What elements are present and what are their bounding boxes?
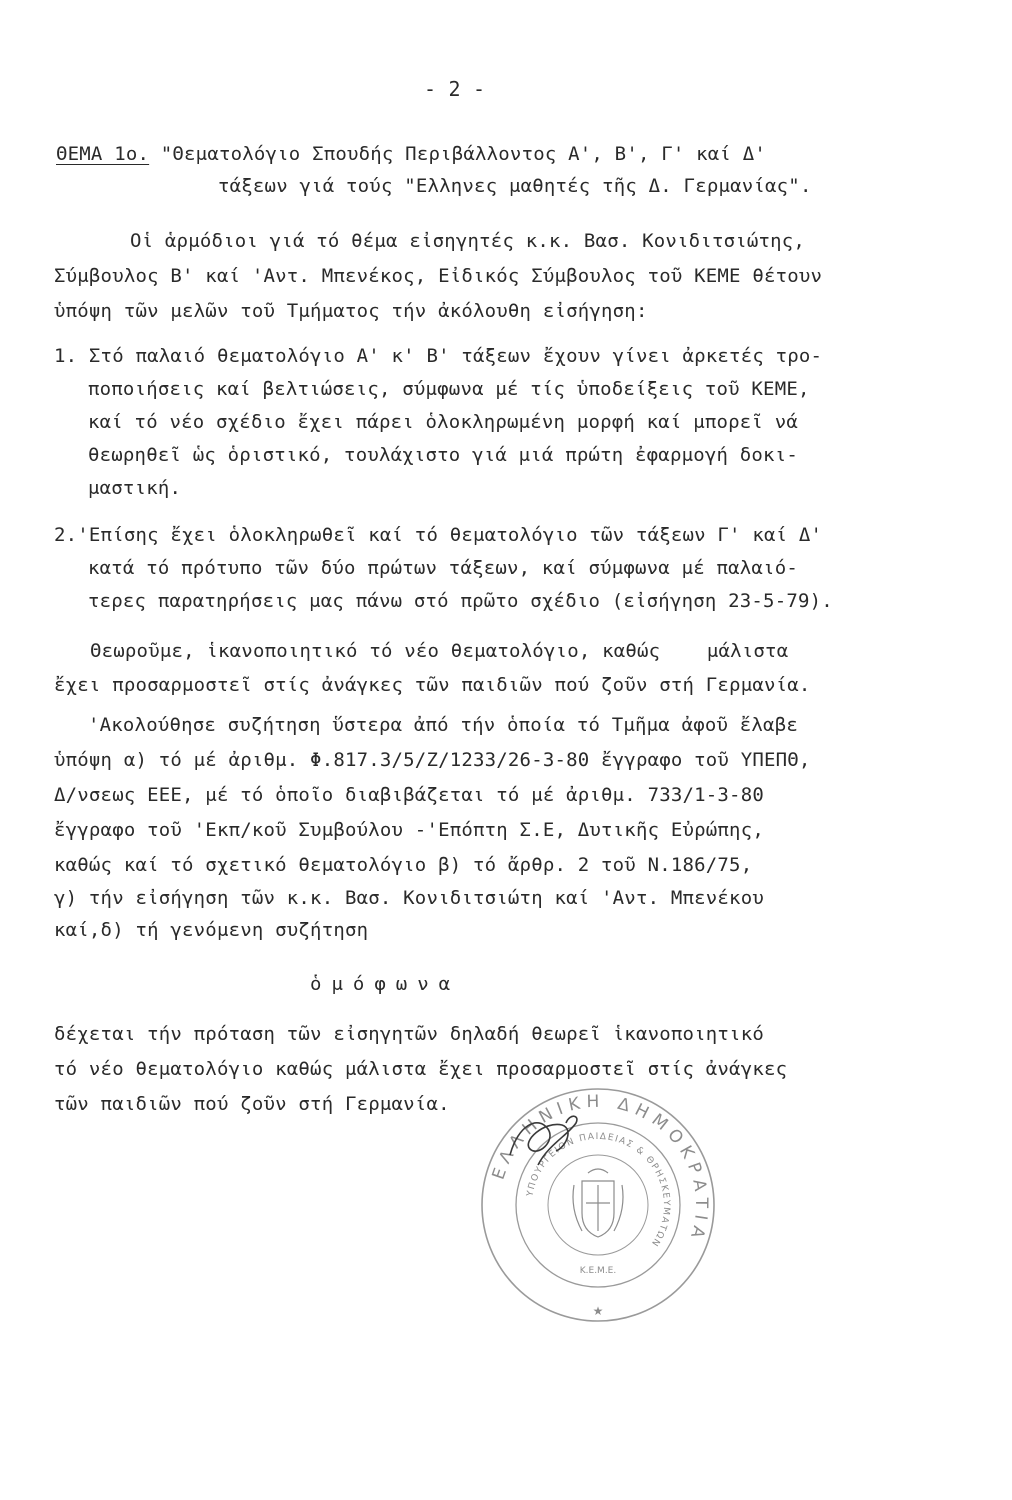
assessment-line-1: Θεωροῦμε, ἱκανοποιητικό τό νέο θεματολόγιο, καθώς μάλιστα [90, 640, 789, 662]
seal-center-text: Κ.Ε.Μ.Ε. [579, 1266, 617, 1276]
discussion-line-3: Δ/νσεως ΕΕΕ, μέ τό ὁποῖο διαβιβάζεται τό μέ ἀριθμ. 733/1-3-80 [54, 784, 764, 806]
assessment-line-2: ἔχει προσαρμοστεῖ στίς ἀνάγκες τῶν παιδιῶν πού ζοῦν στή Γερμανία. [54, 674, 811, 696]
intro-line-2: Σύμβουλος Β' καί 'Αντ. Μπενέκος, Εἰδικός Σύμβουλος τοῦ ΚΕΜΕ θέτουν [54, 265, 823, 287]
discussion-line-2: ὑπόψη α) τό μέ ἀριθμ. Φ.817.3/5/Ζ/1233/26-3-80 ἔγγραφο τοῦ ΥΠΕΠΘ, [54, 749, 811, 771]
topic-title-line-2: τάξεων γιά τούς "Ελληνες μαθητές τῆς Δ. Γερμανίας". [218, 175, 812, 197]
coat-of-arms-icon [573, 1169, 623, 1237]
topic-title-line-1: "Θεματολόγιο Σπουδής Περιβάλλοντος Α', Β', Γ' καί Δ' [160, 143, 766, 165]
page-number: - 2 - [424, 77, 486, 101]
seal-outer-text: ΕΛΛΗΝΙΚΗ ΔΗΜΟΚΡΑΤΙΑ [488, 1091, 712, 1247]
discussion-line-5: καθώς καί τό σχετικό θεματολόγιο β) τό ἄρθρ. 2 τοῦ Ν.186/75, [54, 854, 753, 876]
topic-header [56, 143, 766, 165]
point1-line-1: 1. Στό παλαιό θεματολόγιο Α' κ' Β' τάξεων ἔχουν γίνει ἀρκετές τρο- [54, 345, 823, 367]
point1-line-4: θεωρηθεῖ ὡς ὁριστικό, τουλάχιστο γιά μιά πρώτη ἐφαρμογή δοκι- [88, 444, 798, 466]
decision-line-2: τό νέο θεματολόγιο καθώς μάλιστα ἔχει προσαρμοστεῖ στίς ἀνάγκες [54, 1058, 788, 1080]
decision-line-1: δέχεται τήν πρόταση τῶν εἰσηγητῶν δηλαδή θεωρεῖ ἱκανοποιητικό [54, 1023, 764, 1045]
discussion-line-1: 'Ακολούθησε συζήτηση ὕστερα ἀπό τήν ὁποία τό Τμῆμα ἀφοῦ ἔλαβε [88, 714, 798, 736]
point1-line-5: μαστική. [88, 477, 182, 499]
point2-line-3: τερες παρατηρήσεις μας πάνω στό πρῶτο σχέδιο (εἰσήγηση 23-5-79). [88, 590, 833, 612]
point2-line-1: 2.'Επίσης ἔχει ὁλοκληρωθεῖ καί τό θεματολόγιο τῶν τάξεων Γ' καί Δ' [54, 524, 823, 546]
point2-line-2: κατά τό πρότυπο τῶν δύο πρώτων τάξεων, καί σύμφωνα μέ παλαιό- [88, 557, 798, 579]
discussion-line-6: γ) τήν εἰσήγηση τῶν κ.κ. Βασ. Κονιδιτσιώτη καί 'Αντ. Μπενέκου [54, 887, 764, 909]
discussion-line-7: καί,δ) τή γενόμενη συζήτηση [54, 919, 369, 941]
unanimous-word: ὁμόφωνα [310, 973, 461, 995]
point1-line-2: ποποιήσεις καί βελτιώσεις, σύμφωνα μέ τίς ὑποδείξεις τοῦ ΚΕΜΕ, [88, 378, 810, 400]
seal-inner-text: ΥΠΟΥΡΓΕΙΟΝ ΠΑΙΔΕΙΑΣ & ΘΡΗΣΚΕΥΜΑΤΩΝ [525, 1131, 672, 1249]
point1-line-3: καί τό νέο σχέδιο ἔχει πάρει ὁλοκληρωμένη μορφή καί μπορεῖ νά [88, 411, 798, 433]
discussion-line-4: ἔγγραφο τοῦ 'Εκπ/κοῦ Συμβούλου -'Επόπτη Σ.Ε, Δυτικῆς Εὐρώπης, [54, 819, 764, 841]
intro-line-1: Οἱ ἁρμόδιοι γιά τό θέμα εἰσηγητές κ.κ. Βασ. Κονιδιτσιώτης, [130, 230, 806, 252]
intro-line-3: ὑπόψη τῶν μελῶν τοῦ Τμήματος τήν ἀκόλουθη εἰσήγηση: [54, 300, 648, 322]
decision-line-3: τῶν παιδιῶν πού ζοῦν στή Γερμανία. [54, 1093, 450, 1115]
topic-label: ΘΕΜΑ 1ο. [56, 143, 150, 165]
official-seal [478, 1085, 718, 1325]
seal-star-icon: ★ [592, 1304, 604, 1318]
